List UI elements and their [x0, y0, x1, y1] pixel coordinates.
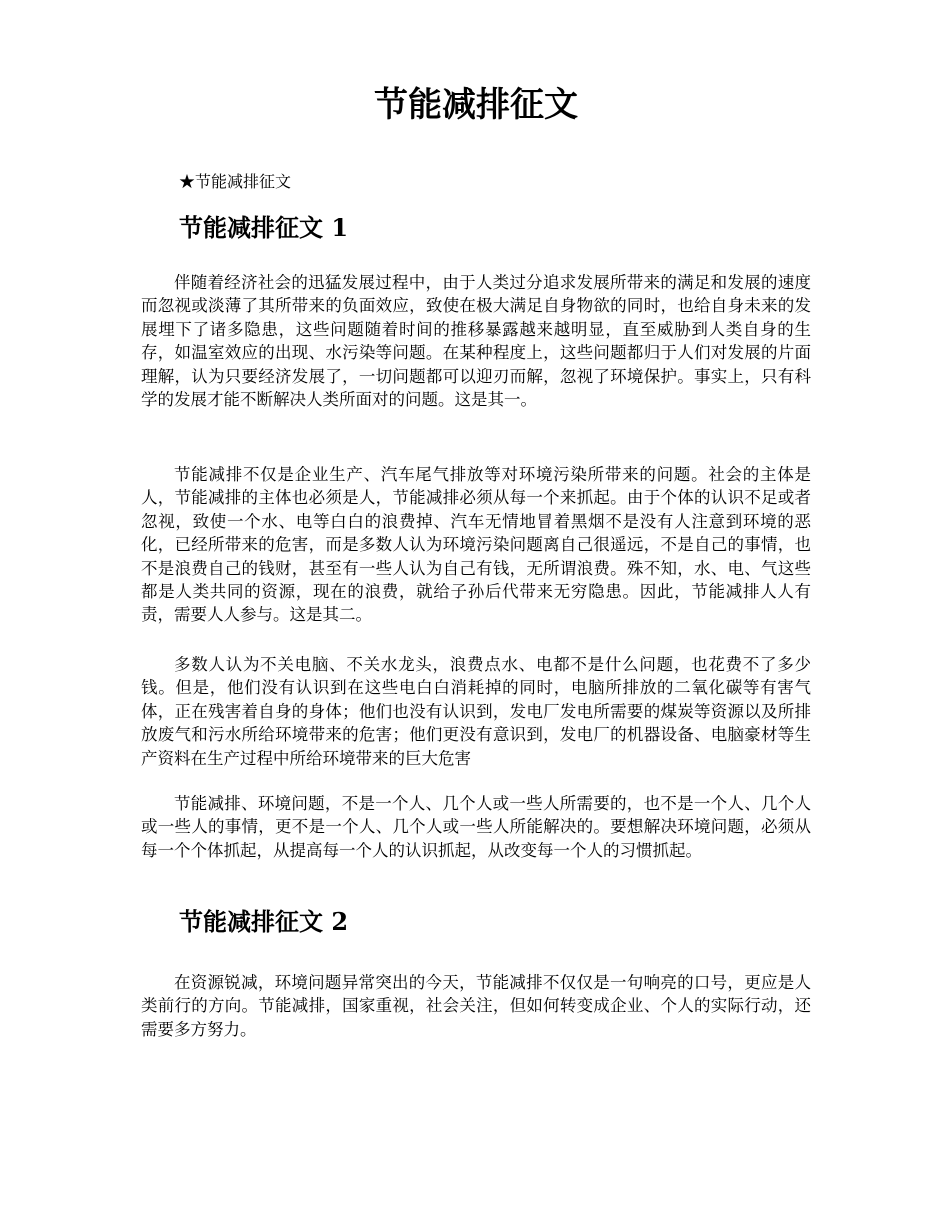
- paragraph-1-2: 节能减排不仅是企业生产、汽车尾气排放等对环境污染所带来的问题。社会的主体是人，节能减排的主体也必须是人，节能减排必须从每一个来抓起。由于个体的认识不足或者忽视，致使一个水、电等白白的浪费掉、汽车无情地冒着黑烟不是没有人注意到环境的恶化，已经所带来的危害，而是多数人认为环境污染问题离自己很遥远，不是自己的事情，也不是浪费自己的钱财，甚至有一些人认为自己有钱，无所谓浪费。殊不知，水、电、气这些都是人类共同的资源，现在的浪费，就给子孙后代带来无穷隐患。因此，节能减排人人有责，需要人人参与。这是其二。: [141, 465, 811, 625]
- paragraph-1-4: 节能减排、环境问题，不是一个人、几个人或一些人所需要的，也不是一个人、几个人或一些人的事情，更不是一个人、几个人或一些人所能解决的。要想解决环境问题，必须从每一个个体抓起，从提高每一个人的认识抓起，从改变每一个人的习惯抓起。: [141, 794, 811, 860]
- paragraph-1-3: 多数人认为不关电脑、不关水龙头，浪费点水、电都不是什么问题，也花费不了多少钱。但是，他们没有认识到在这些电白白消耗掉的同时，电脑所排放的二氧化碳等有害气体，正在残害着自身的身体；他们也没有认识到，发电厂发电所需要的煤炭等资源以及所排放废气和污水所给环境带来的危害；他们更没有意识到，发电厂的机器设备、电脑豪材等生产资料在生产过程中所给环境带来的巨大危害: [141, 655, 811, 768]
- document-title: 节能减排征文: [374, 85, 578, 125]
- paragraph-1-1: 伴随着经济社会的迅猛发展过程中，由于人类过分追求发展所带来的满足和发展的速度而忽视或淡薄了其所带来的负面效应，致使在极大满足自身物欲的同时，也给自身未来的发展埋下了诸多隐患，这些问题随着时间的推移暴露越来越明显，直至威胁到人类自身的生存，如温室效应的出现、水污染等问题。在某种程度上，这些问题都归于人们对发展的片面理解，认为只要经济发展了，一切问题都可以迎刃而解，忽视了环境保护。事实上，只有科学的发展才能不断解决人类所面对的问题。这是其一。: [141, 273, 811, 410]
- subtitle-line: ★节能减排征文: [179, 172, 292, 191]
- section-heading-2: 节能减排征文 2: [179, 907, 349, 936]
- paragraph-2-1: 在资源锐减，环境问题异常突出的今天，节能减排不仅仅是一句响亮的口号，更应是人类前行的方向。节能减排，国家重视，社会关注，但如何转变成企业、个人的实际行动，还需要多方努力。: [141, 973, 811, 1039]
- section-heading-1: 节能减排征文 1: [179, 213, 349, 242]
